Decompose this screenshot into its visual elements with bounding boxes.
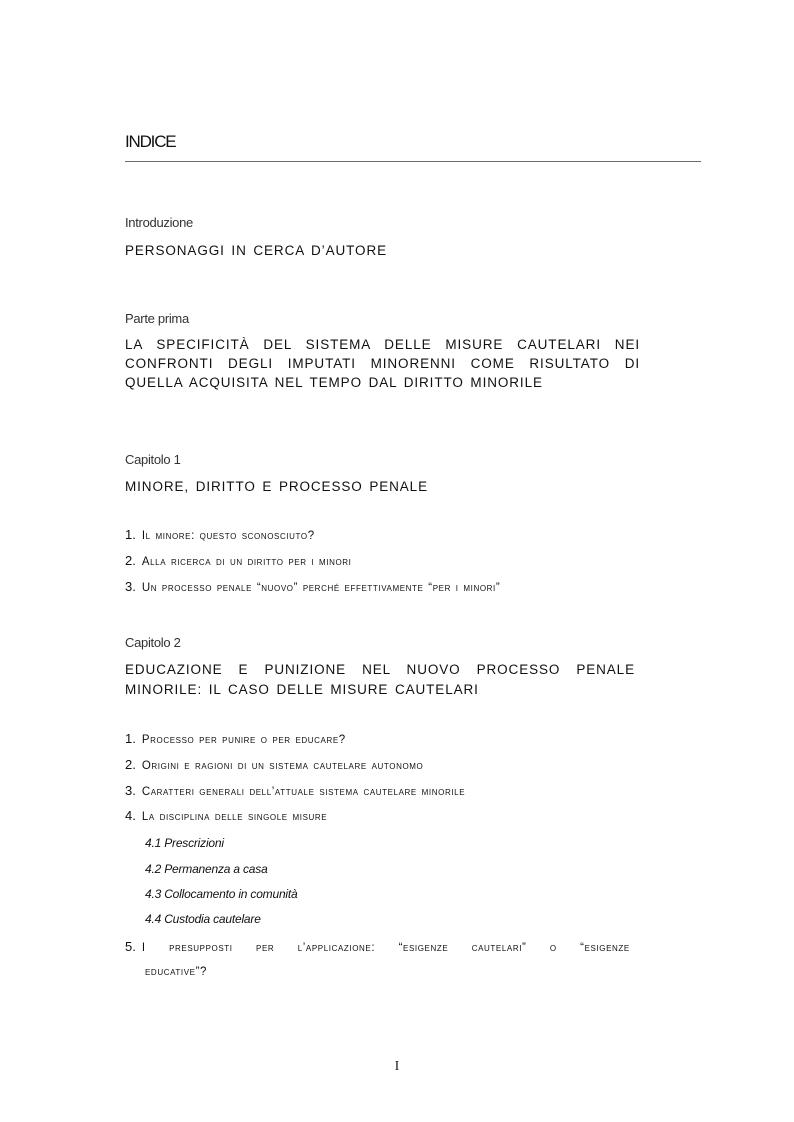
toc-entry-text: Caratteri generali dell’attuale sistema cautelare minorile xyxy=(141,786,466,798)
chapter2-title-line-1: EDUCAZIONE E PUNIZIONE NEL NUOVO PROCESSO PENALE xyxy=(125,662,635,677)
toc-entry-text: Alla ricerca di un diritto per i minori xyxy=(141,556,352,568)
toc-entry-text: Un processo penale “nuovo” perché effettivamente “per i minori” xyxy=(141,582,501,594)
toc-entry[interactable] xyxy=(125,808,327,823)
toc-entry[interactable] xyxy=(125,783,465,798)
toc-entry-number: 1. xyxy=(125,731,136,746)
toc-entry-number: 3. xyxy=(125,783,136,798)
toc-entry-text: Processo per punire o per educare? xyxy=(141,734,346,746)
chapter2-title-line-2: MINORILE: IL CASO DELLE MISURE CAUTELARI xyxy=(125,682,479,697)
toc-entry-number: 4. xyxy=(125,808,136,823)
toc-entry-continuation: educative”? xyxy=(145,966,208,978)
title-divider xyxy=(125,161,701,162)
toc-entry-text: I presupposti per l’applicazione: “esigenze cautelari” o “esigenze xyxy=(141,942,630,954)
part1-title-line-2: CONFRONTI DEGLI IMPUTATI MINORENNI COME RISULTATO DI xyxy=(125,356,640,371)
toc-entry[interactable] xyxy=(125,579,500,594)
toc-entry-number: 3. xyxy=(125,579,136,594)
toc-entry-number: 1. xyxy=(125,527,136,542)
page-number: I xyxy=(394,1059,400,1074)
chapter1-title: MINORE, DIRITTO E PROCESSO PENALE xyxy=(125,479,428,494)
toc-entry-text: La disciplina delle singole misure xyxy=(141,811,328,823)
page-title: INDICE xyxy=(125,132,176,151)
toc-entry[interactable] xyxy=(125,939,637,954)
toc-subentry-custodia[interactable]: 4.4 Custodia cautelare xyxy=(145,912,261,926)
part1-title-line-3: QUELLA ACQUISITA NEL TEMPO DAL DIRITTO MINORILE xyxy=(125,375,543,390)
intro-title: PERSONAGGI IN CERCA D’AUTORE xyxy=(125,243,387,258)
toc-subentry-permanenza[interactable]: 4.2 Permanenza a casa xyxy=(145,862,268,876)
toc-entry[interactable] xyxy=(125,731,346,746)
toc-entry-text: Origini e ragioni di un sistema cautelare autonomo xyxy=(141,760,424,772)
toc-subentry-prescrizioni[interactable]: 4.1 Prescrizioni xyxy=(145,836,224,850)
toc-entry[interactable] xyxy=(125,553,351,568)
part1-label: Parte prima xyxy=(125,311,189,326)
toc-entry[interactable] xyxy=(125,757,423,772)
intro-label: Introduzione xyxy=(125,215,193,230)
chapter1-label: Capitolo 1 xyxy=(125,452,181,467)
toc-entry-number: 2. xyxy=(125,553,136,568)
chapter2-label: Capitolo 2 xyxy=(125,635,181,650)
toc-entry-number: 5. xyxy=(125,939,136,954)
part1-title-line-1: LA SPECIFICITÀ DEL SISTEMA DELLE MISURE CAUTELARI NEI xyxy=(125,337,640,352)
toc-entry[interactable] xyxy=(125,527,315,542)
toc-entry-text: Il minore: questo sconosciuto? xyxy=(141,530,315,542)
toc-entry-number: 2. xyxy=(125,757,136,772)
toc-subentry-collocamento[interactable]: 4.3 Collocamento in comunità xyxy=(145,887,298,901)
